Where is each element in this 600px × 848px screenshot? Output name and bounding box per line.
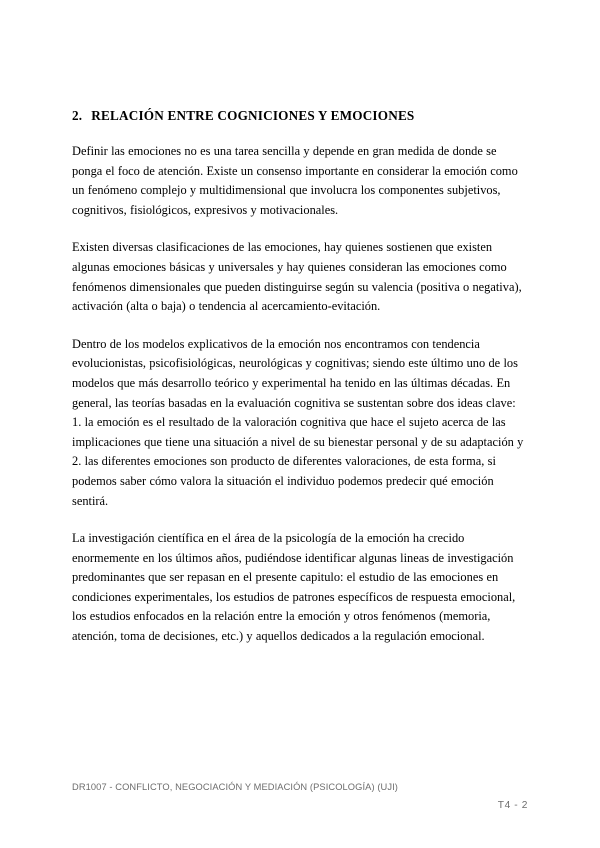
footer-course-label: DR1007 - CONFLICTO, NEGOCIACIÓN Y MEDIACIÓN (PSICOLOGÍA) (UJI): [72, 782, 398, 792]
body-paragraph: La investigación científica en el área de la psicología de la emoción ha crecido enormemente en los últimos años, pudiéndose identificar algunas lineas de investigación predominantes que ser repasan en el presente capitulo: el estudio de las emociones en condiciones experimentales, los estudios de patrones específicos de respuesta emocional, los estudios enfocados en la relación entre la emoción y otros fenómenos (memoria, atención, toma de decisiones, etc.) y aquellos dedicados a la regulación emocional.: [72, 531, 516, 644]
page-content: [72, 108, 528, 647]
section-heading: [72, 108, 528, 124]
body-paragraph: Definir las emociones no es una tarea sencilla y depende en gran medida de donde se ponga el foco de atención. Existe un consenso importante en considerar la emoción como un fenómeno complejo y multidimensional que involucra los componentes subjetivos, cognitivos, fisiológicos, expresivos y motivacionales.: [72, 144, 518, 217]
footer-page-number: T4 - 2: [497, 800, 528, 811]
body-paragraph: Dentro de los modelos explicativos de la emoción nos encontramos con tendencia evolucionistas, psicofisiológicas, neurológicas y cognitivas; siendo este último uno de los modelos que más desarrollo teórico y experimental ha tenido en las últimas décadas. En general, las teorías basadas en la evaluación cognitiva se sustentan sobre dos ideas clave: 1. la emoción es el resultado de la valoración cognitiva que hace el sujeto acerca de las implicaciones que tiene una situación a nivel de su bienestar personal y de su adaptación y 2. las diferentes emociones son producto de diferentes valoraciones, de esta forma, si podemos saber cómo valora la situación el individuo podemos predecir qué emoción sentirá.: [72, 336, 524, 508]
page-footer: [72, 782, 528, 811]
body-paragraph: Existen diversas clasificaciones de las emociones, hay quienes sostienen que existen algunas emociones básicas y universales y hay quienes consideran las emociones como fenómenos dimensionales que pueden distinguirse según su valencia (positiva o negativa), activación (alta o baja) o tendencia al acercamiento-evitación.: [72, 240, 522, 314]
section-title: RELACIÓN ENTRE COGNICIONES Y EMOCIONES: [91, 108, 415, 123]
section-number: 2.: [72, 108, 83, 123]
